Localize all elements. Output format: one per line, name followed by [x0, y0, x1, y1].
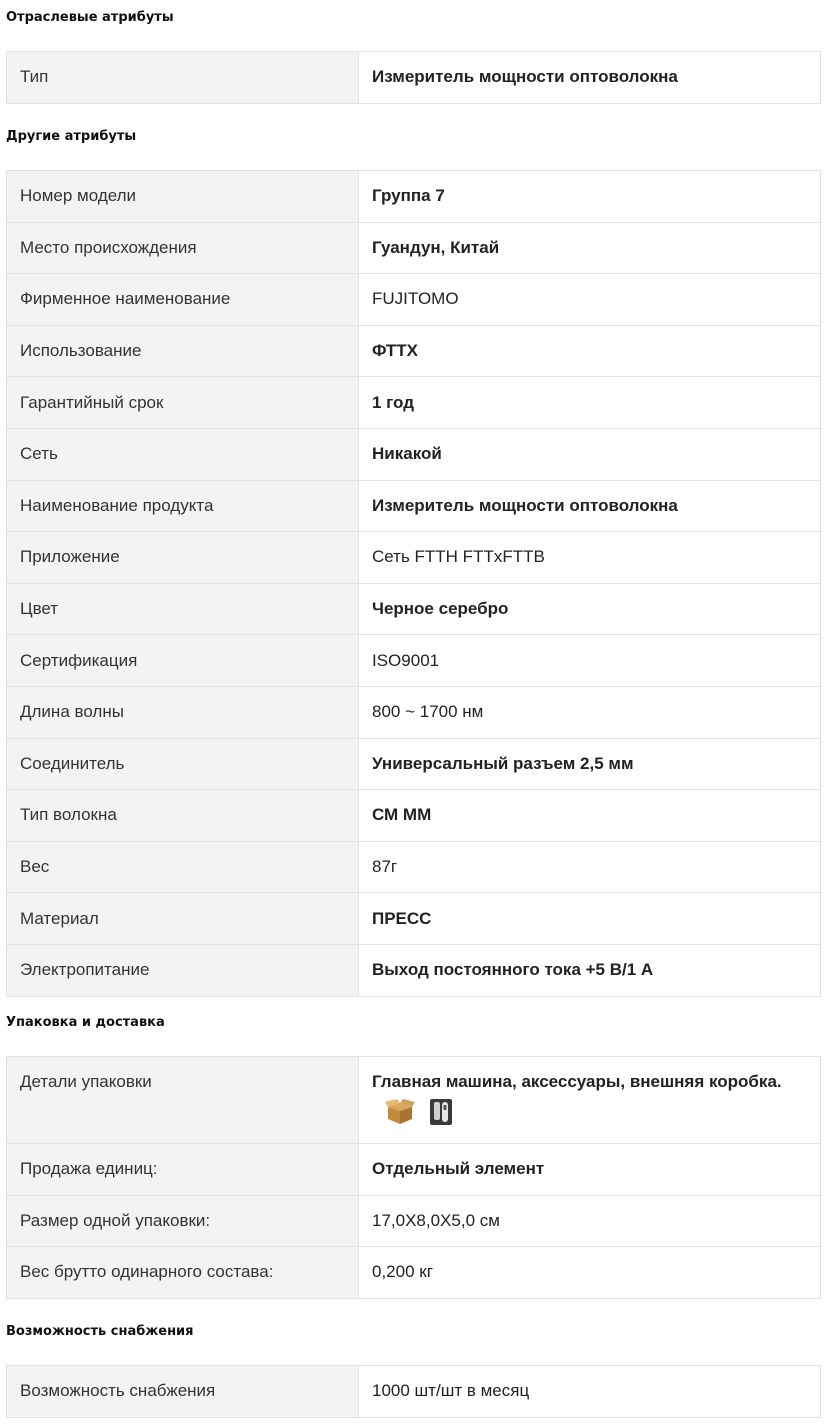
attr-label: Приложение: [7, 532, 359, 584]
attr-value: 0,200 кг: [359, 1247, 821, 1299]
attr-value: СМ ММ: [359, 790, 821, 842]
table-row: [7, 635, 821, 687]
table-row: [7, 480, 821, 532]
attr-label: Длина волны: [7, 686, 359, 738]
attr-value: Измеритель мощности оптоволокна: [359, 52, 821, 104]
attr-label: Продажа единиц:: [7, 1144, 359, 1196]
industry-attributes-table: [6, 51, 821, 104]
attr-label: Сеть: [7, 428, 359, 480]
attr-value: 1 год: [359, 377, 821, 429]
attr-value: ISO9001: [359, 635, 821, 687]
table-row: [7, 532, 821, 584]
table-row: [7, 274, 821, 326]
table-row: [7, 944, 821, 996]
table-row: [7, 841, 821, 893]
attr-label: Детали упаковки: [7, 1057, 359, 1144]
power-meter-icon: [429, 1098, 453, 1126]
attr-value: FUJITOMO: [359, 274, 821, 326]
attr-value: Никакой: [359, 428, 821, 480]
table-row: [7, 325, 821, 377]
attr-label: Возможность снабжения: [7, 1366, 359, 1418]
attr-value: Измеритель мощности оптоволокна: [359, 480, 821, 532]
attr-value: ФТТХ: [359, 325, 821, 377]
attr-label: Размер одной упаковки:: [7, 1195, 359, 1247]
attr-value: Универсальный разъем 2,5 мм: [359, 738, 821, 790]
attr-value: 17,0X8,0X5,0 см: [359, 1195, 821, 1247]
cardboard-box-icon: [385, 1099, 415, 1125]
attr-value: Главная машина, аксессуары, внешняя коробка.: [359, 1057, 821, 1144]
attr-label: Использование: [7, 325, 359, 377]
section-title-packaging: Упаковка и доставка: [6, 1015, 165, 1030]
attr-value: 87г: [359, 841, 821, 893]
attr-value: Гуандун, Китай: [359, 222, 821, 274]
packaging-table: [6, 1056, 821, 1299]
attr-label: Вес брутто одинарного состава:: [7, 1247, 359, 1299]
table-row: [7, 1366, 821, 1418]
table-row: [7, 428, 821, 480]
section-title-supply: Возможность снабжения: [6, 1324, 194, 1339]
attr-label: Фирменное наименование: [7, 274, 359, 326]
table-row: [7, 52, 821, 104]
attr-label: Гарантийный срок: [7, 377, 359, 429]
table-row: [7, 377, 821, 429]
section-title-industry: Отраслевые атрибуты: [6, 10, 174, 25]
attr-value: Черное серебро: [359, 583, 821, 635]
table-row: [7, 738, 821, 790]
attr-value: Отдельный элемент: [359, 1144, 821, 1196]
other-attributes-table: [6, 170, 821, 997]
attr-label: Тип: [7, 52, 359, 104]
attr-label: Тип волокна: [7, 790, 359, 842]
attr-value: ПРЕСС: [359, 893, 821, 945]
attr-value: Группа 7: [359, 171, 821, 223]
attr-label: Соединитель: [7, 738, 359, 790]
attr-label: Место происхождения: [7, 222, 359, 274]
attr-value: 1000 шт/шт в месяц: [359, 1366, 821, 1418]
table-row: [7, 1195, 821, 1247]
table-row: [7, 790, 821, 842]
attr-label: Сертификация: [7, 635, 359, 687]
table-row: [7, 1144, 821, 1196]
table-row: [7, 1057, 821, 1144]
attr-label: Номер модели: [7, 171, 359, 223]
table-row: [7, 171, 821, 223]
attr-value: Выход постоянного тока +5 В/1 А: [359, 944, 821, 996]
supply-table: [6, 1365, 821, 1418]
package-icons: [385, 1098, 820, 1126]
attr-label: Вес: [7, 841, 359, 893]
attr-label: Цвет: [7, 583, 359, 635]
table-row: [7, 222, 821, 274]
attr-label: Электропитание: [7, 944, 359, 996]
attr-value: Сеть FTTH FTTxFTTB: [359, 532, 821, 584]
section-title-other: Другие атрибуты: [6, 129, 137, 144]
attr-value: 800 ~ 1700 нм: [359, 686, 821, 738]
attr-label: Наименование продукта: [7, 480, 359, 532]
table-row: [7, 583, 821, 635]
attr-label: Материал: [7, 893, 359, 945]
table-row: [7, 893, 821, 945]
table-row: [7, 1247, 821, 1299]
table-row: [7, 686, 821, 738]
